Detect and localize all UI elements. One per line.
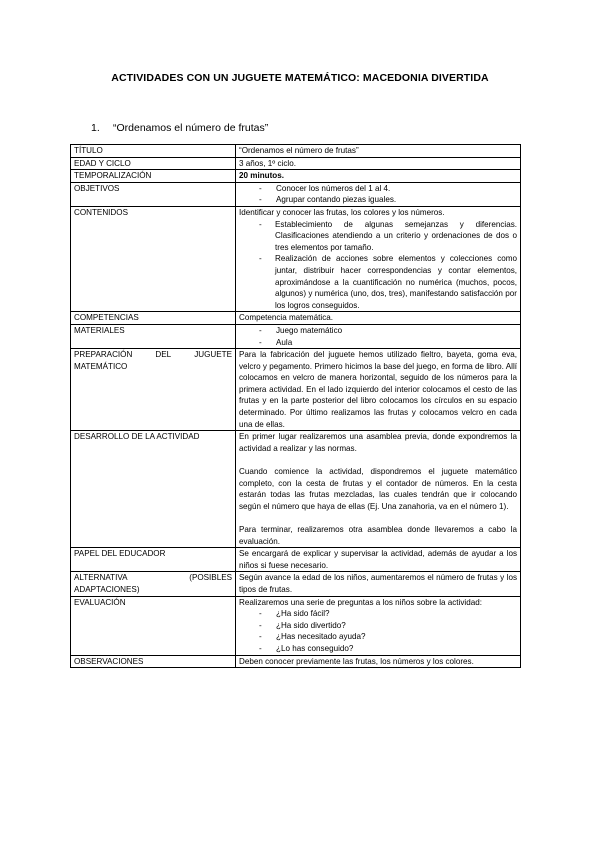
list-item: - ¿Ha sido fácil? [239, 608, 517, 620]
label-alternativa [71, 572, 236, 596]
table-row-materiales [71, 324, 521, 348]
value-alternativa: Según avance la edad de los niños, aumentaremos el número de frutas y los tipos de frutas. [236, 572, 521, 596]
desarrollo-paragraph: Para terminar, realizaremos otra asamblea donde llevaremos a cabo la evaluación. [239, 525, 517, 546]
value-preparacion: Para la fabricación del juguete hemos utilizado fieltro, bayeta, goma eva, velcro y pegamento. Primero hicimos la base del juego, en forma de libro. Allí colocamos en velcro de manera horizontal, seguido de los números para la primera actividad. En el lado izquierdo del interior colocamos el cesto de las frutas y en la parte posterior del libro colocamos los círculos en su espacio determinado. Por último realizamos las frutas y colocamos velcro en cada una de ellas. [236, 349, 521, 431]
label-observaciones: OBSERVACIONES [71, 655, 236, 668]
label-alternativa-word: ALTERNATIVA [74, 573, 128, 583]
label-alternativa-word: (POSIBLES [189, 573, 232, 583]
label-preparacion-word: PREPARACIÓN [74, 350, 133, 360]
list-item: - Agrupar contando piezas iguales. [239, 194, 517, 206]
list-item: - ¿Lo has conseguido? [239, 643, 517, 655]
table-row-titulo [71, 145, 521, 158]
table-row-preparacion [71, 349, 521, 431]
label-temporalizacion: TEMPORALIZACIÓN [71, 170, 236, 183]
list-item: - ¿Has necesitado ayuda? [239, 631, 517, 643]
desarrollo-paragraph: Cuando comience la actividad, dispondremos el juguete matemático completo, con la cesta de frutas y el contador de números. En la cesta estarán todas las frutas mezcladas, las cuales tendrán que ir colocando según el número que haya de ellas (Ej. Una zanahoria, va en el número 1). [239, 467, 517, 511]
label-competencias: COMPETENCIAS [71, 312, 236, 325]
table-row-objetivos [71, 182, 521, 206]
table-row-alternativa [71, 572, 521, 596]
label-contenidos: CONTENIDOS [71, 206, 236, 311]
label-preparacion-word: DEL [155, 350, 172, 360]
page-title: ACTIVIDADES CON UN JUGUETE MATEMÁTICO: MACEDONIA DIVERTIDA [111, 72, 489, 84]
table-row-papel [71, 548, 521, 572]
value-evaluacion [236, 596, 521, 655]
list-item: - Juego matemático [239, 325, 517, 337]
table-row-evaluacion [71, 596, 521, 655]
list-item: - Realización de acciones sobre elementos y colecciones como juntar, distribuir hacer correspondencias y contar elementos, aproximándose a la cuantificación no numérica (muchos, pocos, algunos) y numérica (uno, dos, tres), manifestando satisfacción por los logros conseguidos. [239, 253, 517, 311]
evaluacion-intro: Realizaremos una serie de preguntas a los niños sobre la actividad: [239, 597, 482, 607]
list-item: - Conocer los números del 1 al 4. [239, 183, 517, 195]
value-temporalizacion: 20 minutos. [236, 170, 521, 183]
table-row-edad [71, 157, 521, 170]
value-observaciones: Deben conocer previamente las frutas, los números y los colores. [236, 655, 521, 668]
label-evaluacion: EVALUACIÓN [71, 596, 236, 655]
label-papel: PAPEL DEL EDUCADOR [71, 548, 236, 572]
label-desarrollo: DESARROLLO DE LA ACTIVIDAD [71, 431, 236, 548]
value-competencias: Competencia matemática. [236, 312, 521, 325]
label-preparacion-word: MATEMÁTICO [74, 361, 128, 371]
table-row-competencias [71, 312, 521, 325]
value-materiales [236, 324, 521, 348]
section-heading-text: “Ordenamos el número de frutas” [113, 122, 269, 134]
activity-table [70, 144, 521, 668]
label-materiales: MATERIALES [71, 324, 236, 348]
desarrollo-paragraph: En primer lugar realizaremos una asamblea previa, donde expondremos la actividad a realizar y las normas. [239, 432, 517, 453]
list-item: - Establecimiento de algunas semejanzas y diferencias. Clasificaciones atendiendo a un criterio y ordenaciones de dos o tres elementos por tamaño. [239, 219, 517, 254]
label-edad: EDAD Y CICLO [71, 157, 236, 170]
value-objetivos [236, 182, 521, 206]
label-preparacion-word: JUGUETE [194, 350, 232, 360]
table-row-observaciones [71, 655, 521, 668]
value-papel: Se encargará de explicar y supervisar la actividad, además de ayudar a los niños si fuese necesario. [236, 548, 521, 572]
label-preparacion [71, 349, 236, 431]
label-objetivos: OBJETIVOS [71, 182, 236, 206]
table-row-contenidos [71, 206, 521, 311]
value-titulo: “Ordenamos el número de frutas” [236, 145, 521, 158]
contenidos-intro: Identificar y conocer las frutas, los colores y los números. [239, 207, 445, 217]
list-item: - ¿Ha sido divertido? [239, 620, 517, 632]
label-alternativa-word: ADAPTACIONES) [74, 584, 140, 594]
section-heading [91, 122, 268, 134]
value-edad: 3 años, 1º ciclo. [236, 157, 521, 170]
value-desarrollo [236, 431, 521, 548]
table-row-temporalizacion [71, 170, 521, 183]
table-row-desarrollo [71, 431, 521, 548]
value-contenidos [236, 206, 521, 311]
label-titulo: TÍTULO [71, 145, 236, 158]
section-number: 1. [91, 122, 100, 134]
list-item: - Aula [239, 337, 517, 349]
